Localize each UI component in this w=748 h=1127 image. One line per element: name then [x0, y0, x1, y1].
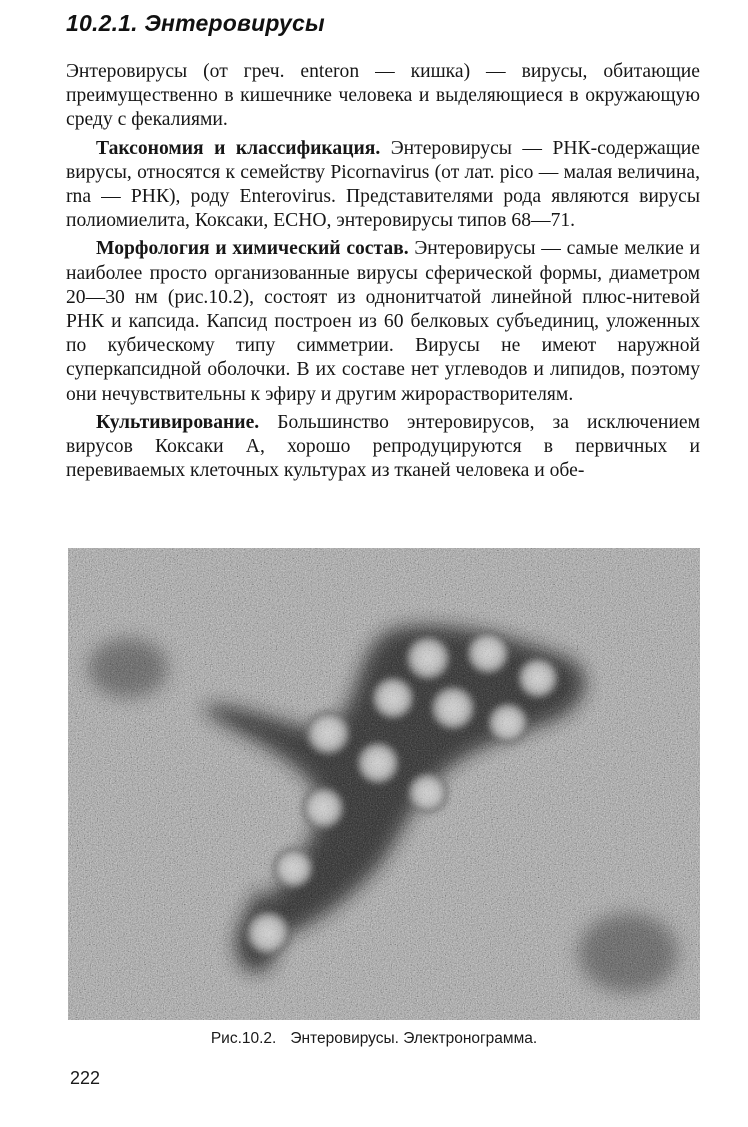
paragraph-intro: [66, 60, 700, 133]
caption-text: Энтеровирусы. Электронограмма.: [290, 1030, 538, 1047]
paragraph-taxonomy: [66, 137, 700, 234]
paragraph-text: Энтеровирусы — РНК-содержащие вирусы, относятся к семейству Picornavirus (от лат. pico — малая величина, rna — РНК), роду Enterovirus. Представителями рода являются вирусы полиомиелита, Коксаки, ЕСНО, энтеровирусы типов 68—71.: [66, 137, 700, 232]
section-title: 10.2.1. Энтеровирусы: [66, 10, 325, 36]
paragraph-lead: Таксономия и классификация.: [96, 137, 381, 159]
paragraph-text: Энтеровирусы (от греч. enteron — кишка) — вирусы, обитающие преимущественно в кишечнике человека и выделяющиеся в окружающую среду с фекалиями.: [66, 61, 700, 131]
paragraph-lead: Морфология и химический состав.: [96, 238, 409, 260]
paragraph-text: Большинство энтеровирусов, за исключением вирусов Коксаки А, хорошо репродуцируются в первичных и перевиваемых клеточных культурах из тканей человека и обе-: [66, 411, 700, 482]
caption-label: Рис.10.2.: [210, 1030, 277, 1047]
paragraph-text: Энтеровирусы — самые мелкие и наиболее просто организованные вирусы сферической формы, диаметром 20—30 нм (рис.10.2), состоят из однонитчатой линейной плюс-нитевой РНК и капсида. Капсид построен из 60 белковых субъединиц, уложенных по кубическому типу симметрии. Вирусы не имеют наружной суперкапсидной оболочки. В их составе нет углеводов и липидов, поэтому они нечувствительны к эфиру и другим жирорастворителям.: [66, 238, 700, 405]
paragraph-morphology: [66, 237, 700, 406]
micrograph-image: [68, 548, 700, 1020]
body-text: [66, 60, 700, 487]
page-number: 222: [70, 1068, 101, 1088]
paragraph-cultivation: [66, 411, 700, 484]
figure-caption: [0, 1030, 748, 1048]
electron-micrograph: [68, 548, 700, 1020]
paragraph-lead: Культивирование.: [96, 411, 260, 433]
